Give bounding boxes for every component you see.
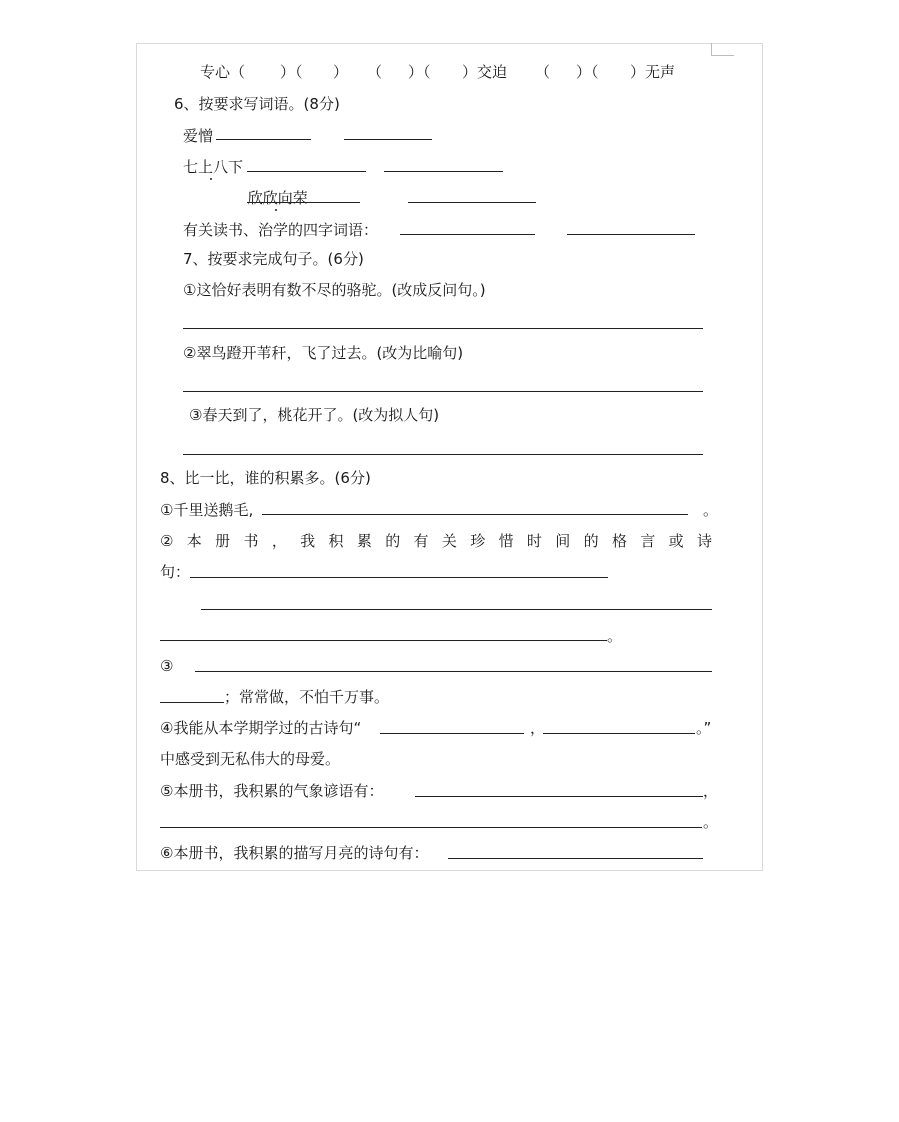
q8-item-2-char: 有 bbox=[413, 532, 429, 550]
q8-item-6: ⑥本册书，我积累的描写月亮的诗句有： bbox=[160, 844, 429, 862]
q8-item-2-char: 珍 bbox=[470, 532, 486, 550]
answer-line bbox=[567, 234, 695, 235]
q8-item-2-char: 的 bbox=[385, 532, 401, 550]
q8-item-5: ⑤本册书，我积累的气象谚语有： bbox=[160, 782, 384, 800]
q8-item-4-comma: ， bbox=[530, 719, 546, 737]
q8-item-2-char: 关 bbox=[441, 532, 457, 550]
answer-line bbox=[183, 391, 703, 392]
q8-item-2-char: 或 bbox=[668, 532, 684, 550]
top-row-text-6: ）交迫 bbox=[462, 63, 508, 81]
answer-line bbox=[183, 328, 703, 329]
q8-item-3-tail: ；常常做，不怕千万事。 bbox=[224, 688, 390, 706]
top-row-text-7: （ bbox=[535, 63, 551, 81]
answer-line bbox=[400, 234, 535, 235]
q8-item-2-char: 的 bbox=[583, 532, 599, 550]
q8-item-4-start: ④我能从本学期学过的古诗句“ bbox=[160, 719, 362, 737]
q8-item-2-end: 。 bbox=[607, 627, 623, 645]
answer-line bbox=[160, 640, 607, 641]
answer-line bbox=[448, 858, 703, 859]
top-row-text-4: （ bbox=[367, 63, 383, 81]
answer-line bbox=[183, 454, 703, 455]
q8-item-5-comma: ， bbox=[703, 782, 719, 800]
q6-word-3: 欣欣向荣 bbox=[247, 189, 308, 207]
q7-heading: 7、按要求完成句子。(6分) bbox=[183, 250, 364, 268]
answer-line bbox=[201, 609, 712, 610]
top-row-text-9: ）无声 bbox=[630, 63, 676, 81]
top-row-text-2: ）（ bbox=[280, 63, 303, 81]
page-corner-mark bbox=[711, 43, 734, 56]
q8-item-4-end: 中感受到无私伟大的母爱。 bbox=[160, 750, 341, 768]
answer-line bbox=[380, 733, 524, 734]
q8-item-2-char: 格 bbox=[611, 532, 627, 550]
top-row-text-5: ）（ bbox=[408, 63, 431, 81]
answer-line bbox=[195, 671, 712, 672]
q8-item-2-cont: 句： bbox=[160, 563, 191, 581]
q8-item-2-char: 册 bbox=[215, 532, 231, 550]
q8-item-4-close: 。” bbox=[696, 719, 712, 737]
q6-word-2: 七上八下 bbox=[183, 158, 244, 176]
q8-heading: 8、比一比，谁的积累多。(6分) bbox=[160, 469, 371, 487]
q8-item-1: ①千里送鹅毛, bbox=[160, 501, 254, 519]
top-row-text-8: ）（ bbox=[576, 63, 599, 81]
answer-line bbox=[408, 202, 536, 203]
top-row-text-3: ） bbox=[333, 63, 349, 81]
q8-item-2-char: 间 bbox=[555, 532, 571, 550]
q8-item-2-char: 时 bbox=[526, 532, 542, 550]
q7-sentence-2: ②翠鸟蹬开苇秆，飞了过去。(改为比喻句) bbox=[183, 344, 464, 362]
answer-line bbox=[384, 171, 503, 172]
q8-item-2-char: ， bbox=[271, 532, 287, 550]
q6-heading: 6、按要求写词语。(8分) bbox=[174, 95, 340, 113]
q8-item-2-char: 累 bbox=[356, 532, 372, 550]
q8-item-2-char: 积 bbox=[328, 532, 344, 550]
answer-line bbox=[344, 139, 432, 140]
answer-line bbox=[160, 827, 702, 828]
answer-line bbox=[160, 702, 224, 703]
top-row-text-1: 专心（ bbox=[200, 63, 246, 81]
q8-item-2-char: 诗 bbox=[696, 532, 712, 550]
q8-item-5-end: 。 bbox=[703, 813, 719, 831]
q6-word-4: 有关读书、治学的四字词语： bbox=[183, 221, 379, 239]
answer-line bbox=[190, 577, 608, 578]
q6-word-1: 爱憎 bbox=[183, 127, 214, 145]
q8-item-2-char: 惜 bbox=[498, 532, 514, 550]
q8-item-2-char: ② bbox=[160, 532, 174, 550]
answer-line bbox=[247, 202, 360, 203]
q8-item-2-char: 我 bbox=[300, 532, 316, 550]
q8-item-2-line bbox=[160, 531, 712, 551]
q7-sentence-1: ①这恰好表明有数不尽的骆驼。(改成反问句。) bbox=[183, 281, 486, 299]
q8-item-2-char: 书 bbox=[243, 532, 259, 550]
answer-line bbox=[543, 733, 695, 734]
answer-line bbox=[415, 796, 703, 797]
q8-item-2-char: 言 bbox=[640, 532, 656, 550]
q7-sentence-3: ③春天到了，桃花开了。(改为拟人句) bbox=[189, 406, 440, 424]
q8-item-2-char: 本 bbox=[186, 532, 202, 550]
q8-item-1-end: 。 bbox=[703, 501, 719, 519]
q8-item-3-mark: ③ bbox=[160, 657, 174, 675]
answer-line bbox=[247, 171, 366, 172]
answer-line bbox=[216, 139, 311, 140]
answer-line bbox=[262, 514, 688, 515]
